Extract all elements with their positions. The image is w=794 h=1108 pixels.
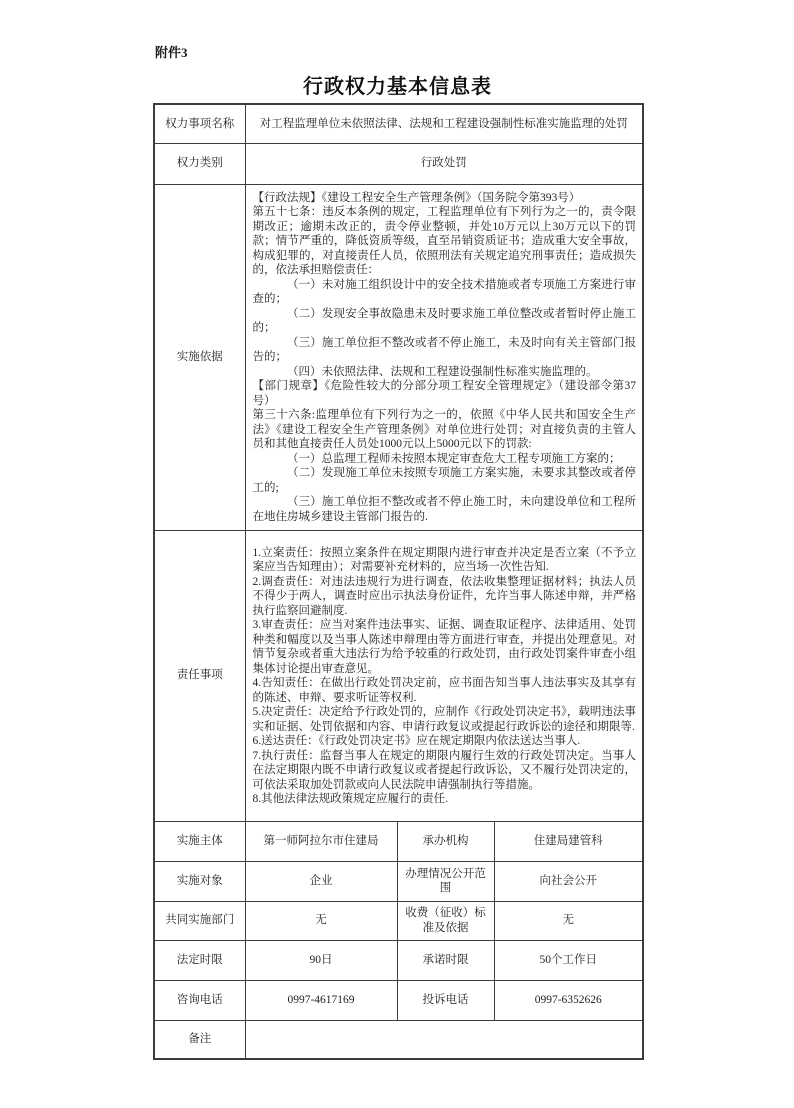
joint-implementation-dept-label: 共同实施部门 <box>154 901 245 940</box>
statutory-time-limit-label: 法定时限 <box>154 940 245 980</box>
statutory-time-limit-value: 90日 <box>245 940 397 980</box>
implementation-target-value: 企业 <box>245 861 397 901</box>
fee-standard-label: 收费（征收）标准及依据 <box>397 901 494 940</box>
handling-agency-label: 承办机构 <box>397 821 494 861</box>
implementation-target-label: 实施对象 <box>154 861 245 901</box>
complaint-phone-value: 0997-6352626 <box>494 980 643 1020</box>
duty-paragraph: 8.其他法律法规政策规定应履行的责任. <box>252 793 448 805</box>
basis-paragraph: （一）未对施工组织设计中的安全技术措施或者专项施工方案进行审查的； <box>252 278 637 306</box>
table-row <box>154 143 643 184</box>
info-table <box>153 103 644 1060</box>
implementing-body-value: 第一师阿拉尔市住建局 <box>245 821 397 861</box>
page-title: 行政权力基本信息表 <box>303 76 492 98</box>
complaint-phone-label: 投诉电话 <box>397 980 494 1020</box>
duty-paragraph: 1.立案责任：按照立案条件在规定期限内进行审查并决定是否立案（不予立案应当告知理由）；对需要补充材料的，应当场一次性告知. <box>252 546 637 573</box>
remark-label: 备注 <box>154 1020 245 1059</box>
responsibility-items-value <box>245 530 643 821</box>
promised-time-limit-value: 50个工作日 <box>494 940 643 980</box>
implementation-basis-label: 实施依据 <box>154 184 245 530</box>
duty-paragraph: 5.决定责任：决定给予行政处罚的，应制作《行政处罚决定书》，载明违法事实和证据、处罚依据和内容、申请行政复议或提起行政诉讼的途径和期限等. <box>252 706 637 733</box>
basis-paragraph: （三）施工单位拒不整改或者不停止施工时，未向建设单位和工程所在地住房城乡建设主管部门报告的. <box>252 496 637 523</box>
responsibility-items-label: 责任事项 <box>154 530 245 821</box>
power-category-value: 行政处罚 <box>245 143 643 184</box>
basis-paragraph: （二）发现施工单位未按照专项施工方案实施，未要求其整改或者停工的; <box>252 467 637 494</box>
table-row <box>154 940 643 980</box>
basis-paragraph: （三）施工单位拒不整改或者不停止施工，未及时向有关主管部门报告的； <box>252 336 637 364</box>
basis-paragraph: 【部门规章】《危险性较大的分部分项工程安全管理规定》（建设部令第37号） <box>252 380 637 407</box>
table-row <box>154 901 643 940</box>
promised-time-limit-label: 承诺时限 <box>397 940 494 980</box>
consultation-phone-value: 0997-4617169 <box>245 980 397 1020</box>
basis-paragraph: 第三十六条:监理单位有下列行为之一的，依照《中华人民共和国安全生产法》《建设工程安全生产管理条例》对单位进行处罚；对直接负责的主管人员和其他直接责任人员处1000元以上5000元以下的罚款: <box>252 409 637 451</box>
fee-standard-value: 无 <box>494 901 643 940</box>
duty-paragraph: 7.执行责任：监督当事人在规定的期限内履行生效的行政处罚决定。当事人在法定期限内既不申请行政复议或者提起行政诉讼，又不履行处罚决定的，可依法采取加处罚款或向人民法院申请强制执行等措施。 <box>252 749 637 791</box>
basis-paragraph: （一）总监理工程师未按照本规定审查危大工程专项施工方案的； <box>287 452 621 465</box>
table-row <box>154 980 643 1020</box>
table-row <box>154 104 643 143</box>
attachment-label: 附件3 <box>155 45 188 60</box>
remark-value <box>245 1020 643 1059</box>
table-row <box>154 1020 643 1059</box>
disclosure-scope-label: 办理情况公开范围 <box>397 861 494 901</box>
power-item-name-label: 权力事项名称 <box>154 104 245 143</box>
duty-paragraph: 2.调查责任：对违法违规行为进行调查，依法收集整理证据材料；执法人员不得少于两人，调查时应出示执法身份证件，允许当事人陈述申辩，并严格执行监察回避制度. <box>252 575 637 617</box>
power-category-label: 权力类别 <box>154 143 245 184</box>
joint-implementation-dept-value: 无 <box>245 901 397 940</box>
table-row <box>154 184 643 530</box>
disclosure-scope-value: 向社会公开 <box>494 861 643 901</box>
duty-paragraph: 6.送达责任：《行政处罚决定书》应在规定期限内依法送达当事人. <box>252 735 581 747</box>
implementing-body-label: 实施主体 <box>154 821 245 861</box>
table-row <box>154 861 643 901</box>
basis-paragraph: 【行政法规】《建设工程安全生产管理条例》（国务院令第393号） <box>252 191 581 204</box>
basis-paragraph: （二）发现安全事故隐患未及时要求施工单位整改或者暂时停止施工的； <box>252 307 637 335</box>
power-item-name-value: 对工程监理单位未依照法律、法规和工程建设强制性标准实施监理的处罚 <box>245 104 643 143</box>
duty-paragraph: 4.告知责任：在做出行政处罚决定前，应书面告知当事人违法事实及其享有的陈述、申辩、要求听证等权利. <box>252 677 637 704</box>
duty-paragraph: 3.审查责任：应当对案件违法事实、证据、调查取证程序、法律适用、处罚种类和幅度以及当事人陈述申辩理由等方面进行审查，并提出处理意见。对情节复杂或者重大违法行为给予较重的行政处罚，由行政处罚案件审查小组集体讨论提出审查意见。 <box>252 619 637 675</box>
table-row <box>154 530 643 821</box>
consultation-phone-label: 咨询电话 <box>154 980 245 1020</box>
handling-agency-value: 住建局建管科 <box>494 821 643 861</box>
table-row <box>154 821 643 861</box>
basis-paragraph: （四）未依照法律、法规和工程建设强制性标准实施监理的。 <box>287 365 598 378</box>
implementation-basis-value <box>245 184 643 530</box>
basis-paragraph: 第五十七条：违反本条例的规定，工程监理单位有下列行为之一的，责令限期改正；逾期未改正的，责令停业整顿，并处10万元以上30万元以下的罚款；情节严重的，降低资质等级，直至吊销资质证书；造成重大安全事故，构成犯罪的，对直接责任人员，依照刑法有关规定追究刑事责任；造成损失的，依法承担赔偿责任： <box>252 206 637 277</box>
